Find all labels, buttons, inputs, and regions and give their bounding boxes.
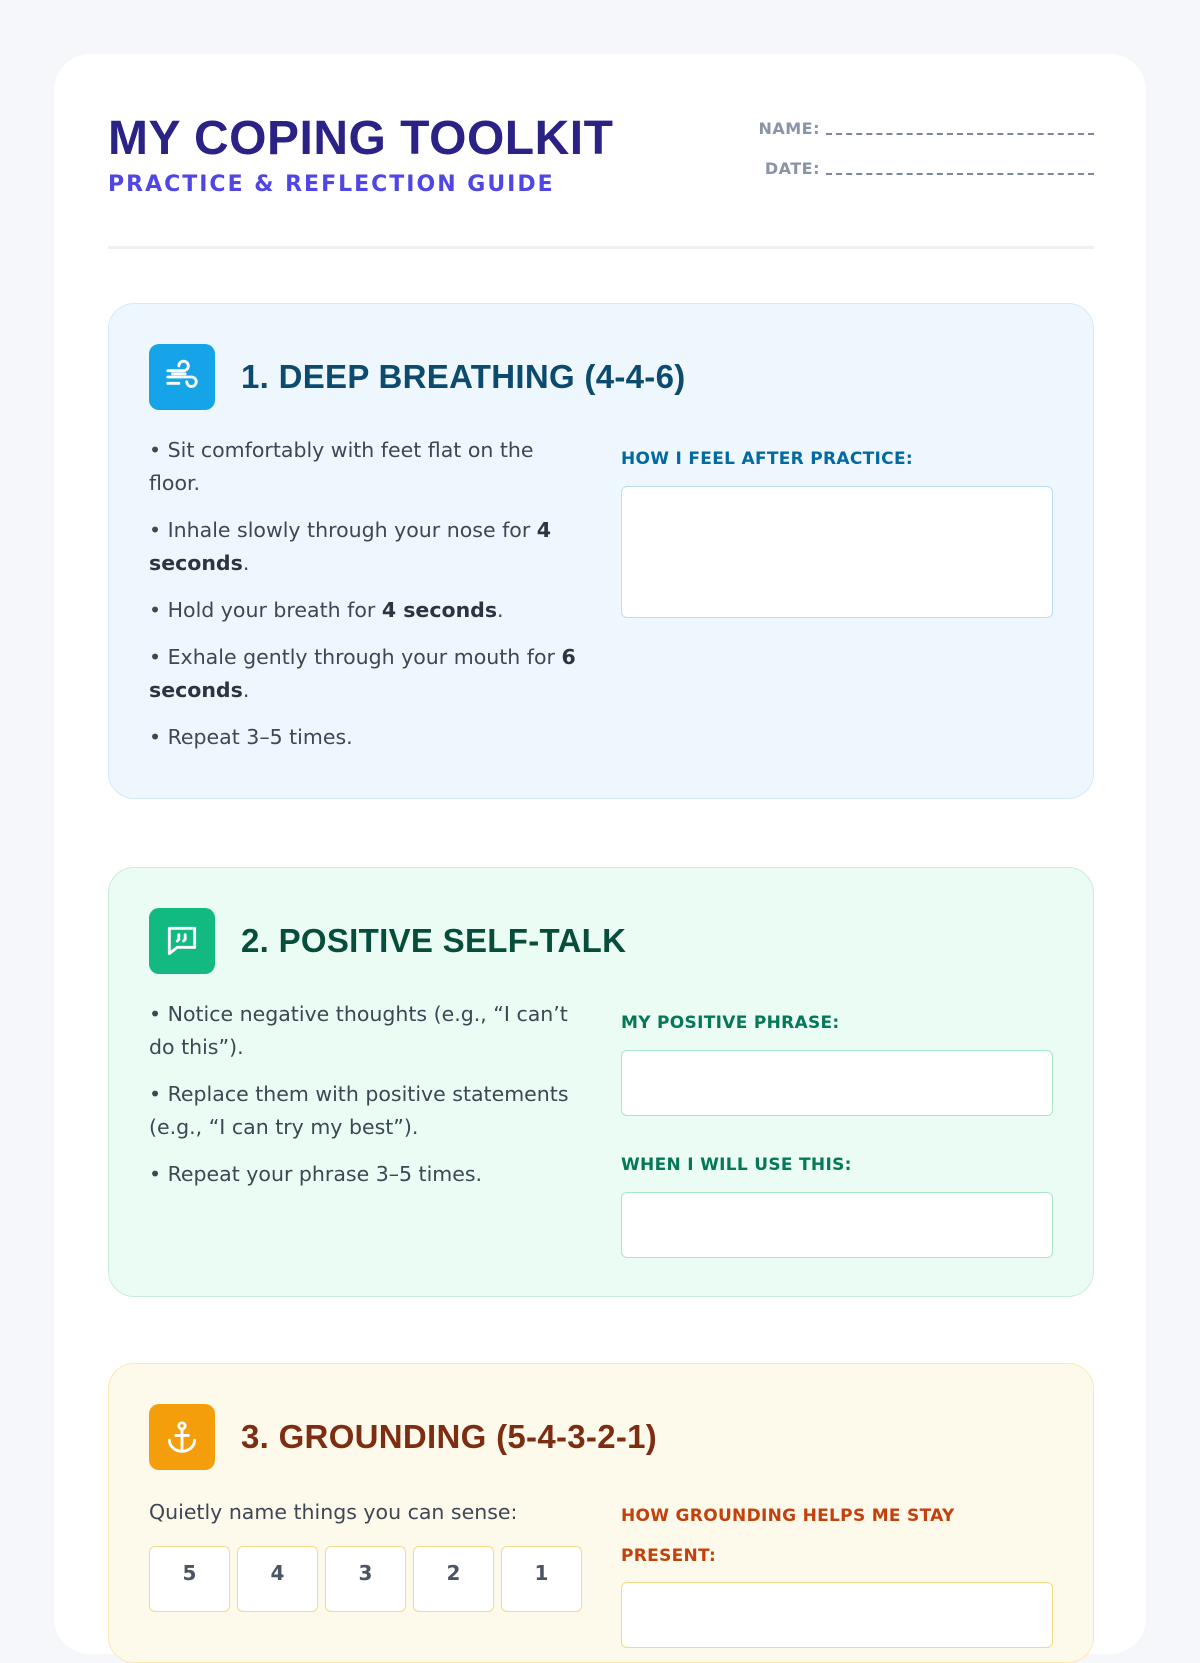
field-label: WHEN I WILL USE THIS:: [621, 1155, 852, 1175]
reflection-area: [621, 1496, 1053, 1648]
section-title: 1. DEEP BREATHING (4-4-6): [241, 358, 686, 395]
name-label: NAME:: [758, 119, 820, 138]
date-field[interactable]: [826, 159, 1094, 175]
anchor-icon: [149, 1404, 215, 1470]
grounding-intro: Quietly name things you can sense:: [149, 1500, 518, 1524]
name-row: [754, 98, 1094, 138]
when-to-use-field[interactable]: [621, 1192, 1053, 1258]
header-divider: [108, 246, 1094, 249]
section-grounding: [108, 1363, 1094, 1663]
field-label: HOW I FEEL AFTER PRACTICE:: [621, 449, 913, 469]
page-subtitle: PRACTICE & REFLECTION GUIDE: [108, 172, 555, 197]
name-field[interactable]: [826, 119, 1094, 135]
sense-box-1[interactable]: 1: [501, 1546, 582, 1612]
list-item: • Sit comfortably with feet flat on the floor.: [149, 438, 534, 495]
sense-count-row: [149, 1546, 582, 1612]
list-item: • Inhale slowly through your nose for 4 seconds.: [149, 518, 552, 575]
section-title: 3. GROUNDING (5-4-3-2-1): [241, 1418, 658, 1455]
reflection-area: [621, 1012, 1053, 1258]
name-date-block: [754, 98, 1094, 178]
grounding-reflection-field[interactable]: [621, 1582, 1053, 1648]
page-header: [108, 110, 1094, 246]
field-label: MY POSITIVE PHRASE:: [621, 1013, 840, 1033]
list-item: • Hold your breath for 4 seconds.: [149, 598, 504, 622]
sense-box-3[interactable]: 3: [325, 1546, 406, 1612]
list-item: • Repeat your phrase 3–5 times.: [149, 1162, 483, 1186]
list-item: • Replace them with positive statements (e.g., “I can try my best”).: [149, 1082, 569, 1139]
date-label: DATE:: [764, 159, 820, 178]
section-positive-self-talk: [108, 867, 1094, 1297]
wind-icon: [149, 344, 215, 410]
list-item: • Repeat 3–5 times.: [149, 725, 353, 749]
feel-after-practice-field[interactable]: [621, 486, 1053, 618]
instructions-list: [149, 434, 589, 768]
page-title: MY COPING TOOLKIT: [108, 112, 614, 165]
field-label: HOW GROUNDING HELPS ME STAY PRESENT:: [621, 1506, 955, 1566]
section-title: 2. POSITIVE SELF-TALK: [241, 922, 627, 959]
sense-box-2[interactable]: 2: [413, 1546, 494, 1612]
list-item: • Notice negative thoughts (e.g., “I can’t do this”).: [149, 1002, 568, 1059]
sense-box-5[interactable]: 5: [149, 1546, 230, 1612]
sense-box-4[interactable]: 4: [237, 1546, 318, 1612]
date-row: [754, 138, 1094, 178]
chat-quote-icon: [149, 908, 215, 974]
section-deep-breathing: [108, 303, 1094, 799]
list-item: • Exhale gently through your mouth for 6 seconds.: [149, 645, 576, 702]
positive-phrase-field[interactable]: [621, 1050, 1053, 1116]
instructions-list: [149, 998, 589, 1205]
reflection-area: [621, 448, 1053, 618]
